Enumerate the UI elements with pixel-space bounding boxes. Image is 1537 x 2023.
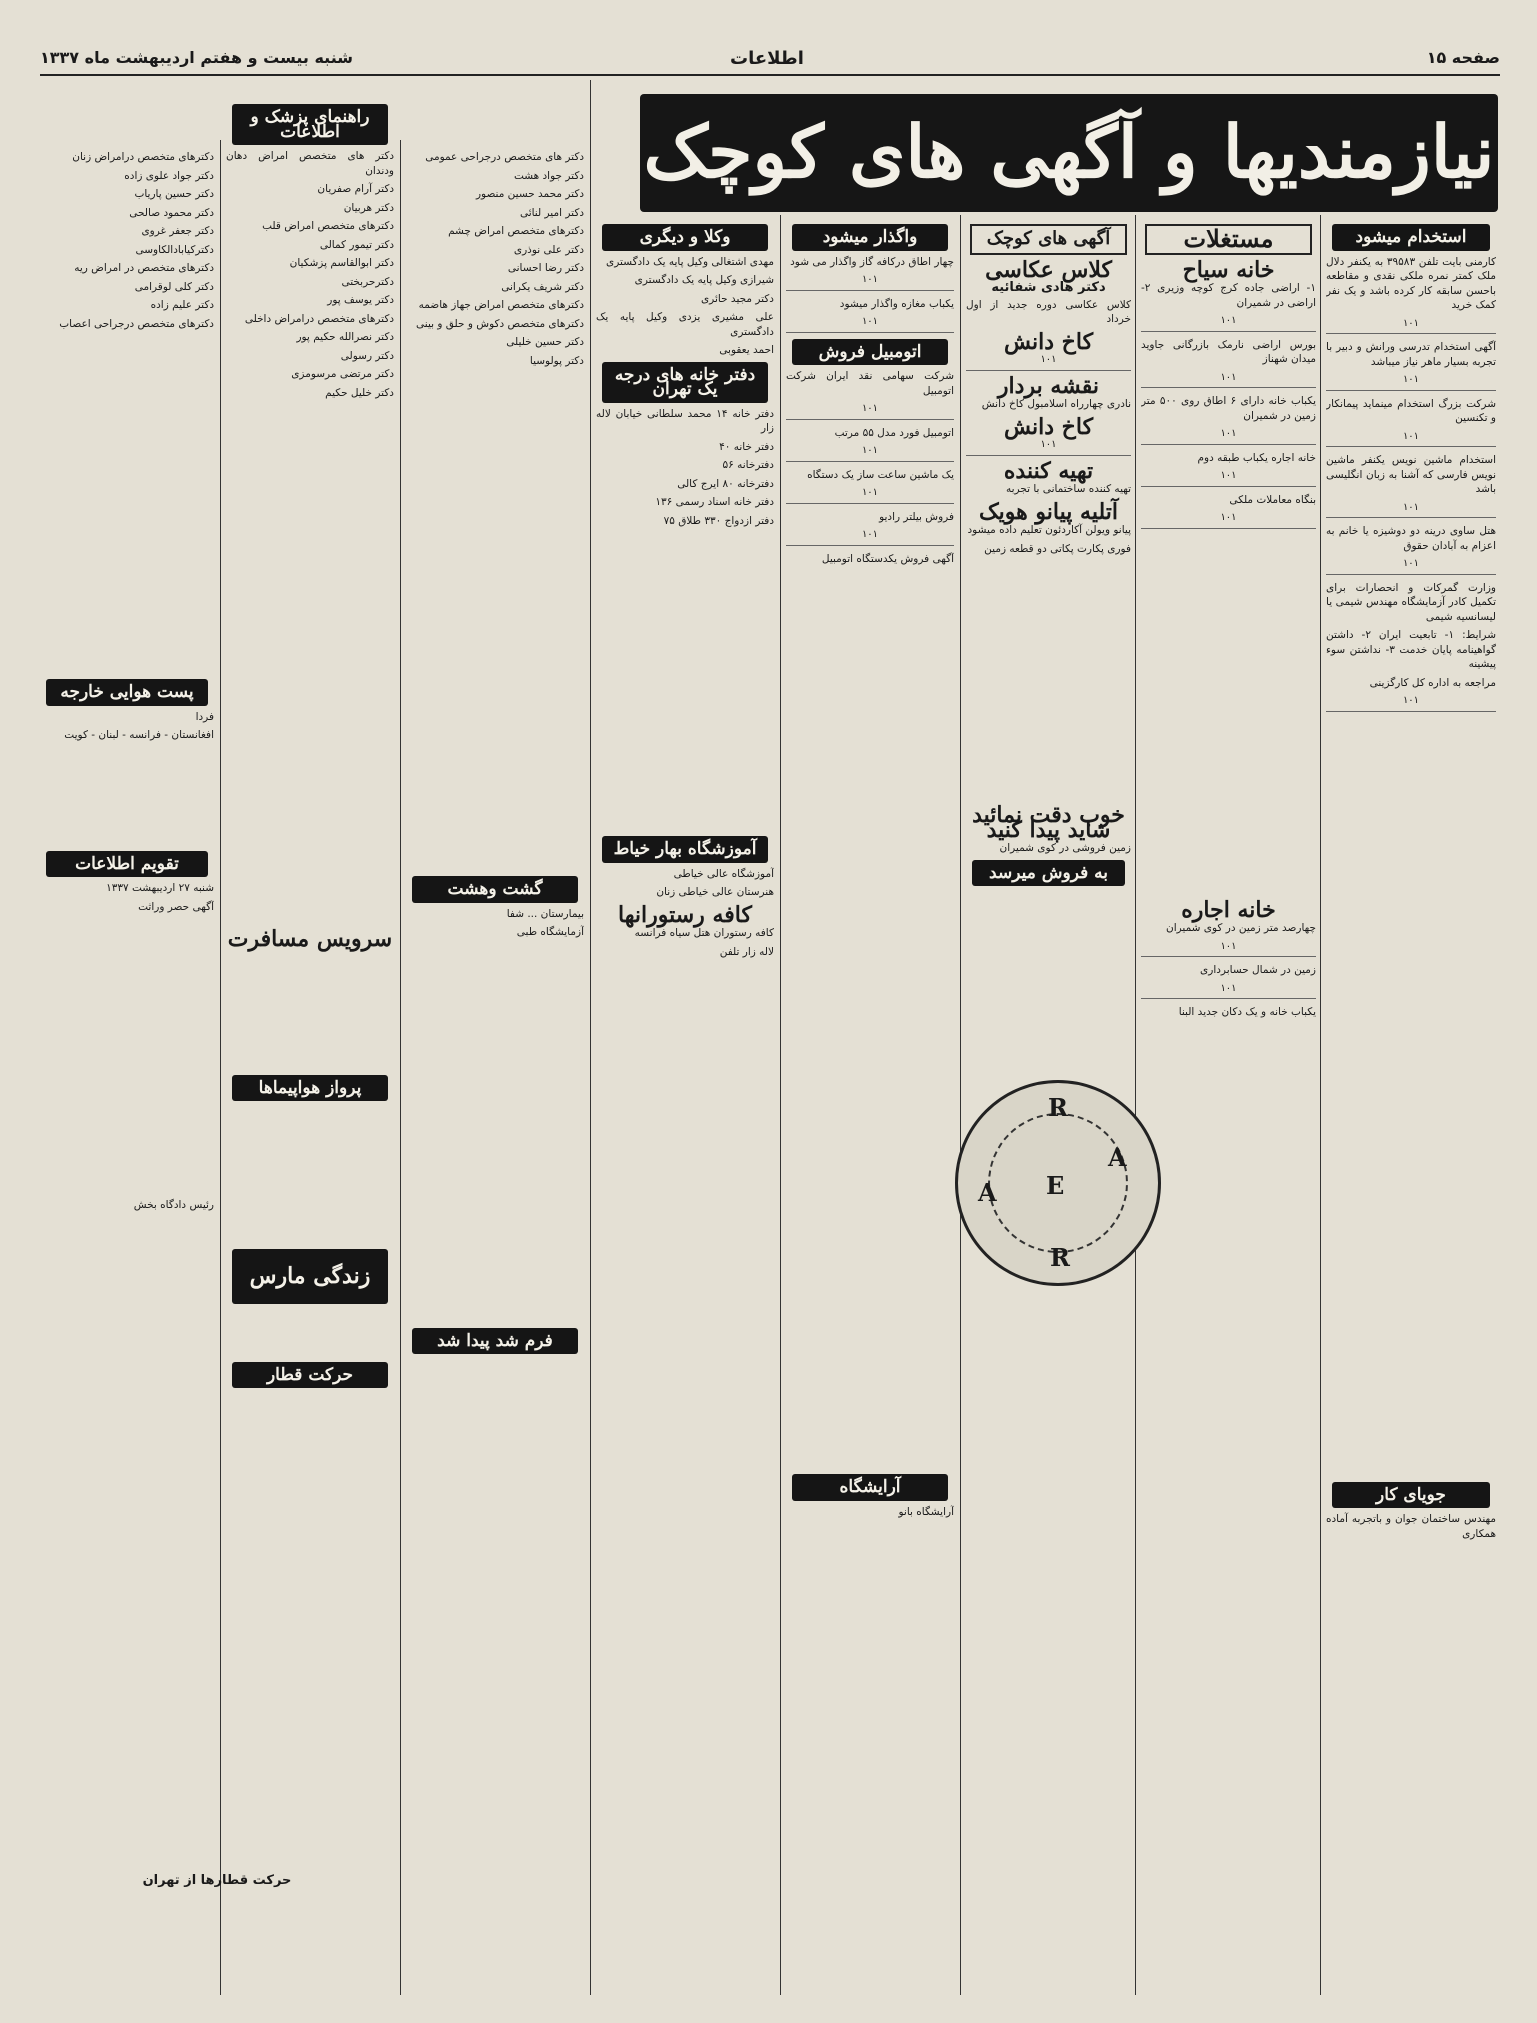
- dense-text-filler: [40, 335, 214, 675]
- classified-ad: آگهی استخدام تدرسی ورانش و دبیر با تجربه بسیار ماهر نیاز میباشد: [1326, 341, 1496, 368]
- classified-ad: دکتر محمود صالحی: [129, 206, 214, 219]
- section-heading-small-ads: آگهی های کوچک: [970, 224, 1127, 255]
- section-banner-foreign-air-mail: پست هوایی خارجه: [46, 679, 208, 706]
- classified-ad: یکباب خانه دارای ۶ اطاق روی ۵۰۰ متر زمین در شمیران: [1141, 395, 1316, 422]
- classified-ad: دکتر امیر لنائی: [519, 206, 584, 219]
- column-transfers-cars: [786, 220, 954, 1995]
- classified-ad: بیمارستان ... شفا: [506, 907, 584, 920]
- train-schedule-title: حرکت قطارها از تهران: [142, 1873, 292, 1888]
- ad-separator: ۱۰۱: [786, 273, 954, 291]
- classified-ad: دکتر رسولی: [340, 349, 394, 362]
- classified-ad: دکتر یوسف پور: [327, 294, 394, 306]
- classified-ad: آگهی فروش یکدستگاه اتومبیل: [821, 552, 954, 565]
- classified-ad: مهندس ساختمان جوان و باتجربه آماده همکاری: [1326, 1513, 1496, 1540]
- ad-title: کاخ دانش: [1003, 328, 1094, 355]
- issue-date: شنبه بیست و هفتم اردیبهشت ماه ۱۳۳۷: [40, 48, 353, 67]
- classified-ad: دکتر های متخصص درجراحی عمومی: [425, 151, 584, 163]
- ad-separator: ۱۰۱: [1141, 371, 1316, 389]
- dense-text-filler: [786, 570, 954, 1470]
- classified-ad: دکتر علیم زاده: [150, 299, 214, 311]
- classified-ad: استخدام ماشین نویس یکنفر ماشین نویس فارسی که آشنا به زبان انگلیسی باشد: [1326, 454, 1496, 495]
- classifieds-masthead: نیازمندیها و آگهی های کوچک: [640, 94, 1498, 212]
- column-real-estate: [1141, 220, 1316, 1995]
- classified-ad: دکتر محمد حسین منصور: [475, 188, 584, 200]
- classified-ad: دکتر آرام صفریان: [317, 183, 394, 195]
- ad-separator: ۱۰۱: [786, 444, 954, 462]
- classified-ad: شرکت سهامی نقد ایران شرکت اتومبیل: [786, 370, 954, 397]
- section-banner-job-seekers: جویای کار: [1332, 1482, 1490, 1509]
- ad-separator: ۱۰۱: [1141, 427, 1316, 445]
- classified-ad: چهارصد متر زمین در کوی شمیران: [1165, 922, 1316, 934]
- ad-separator: ۱۰۱: [786, 402, 954, 420]
- dense-text-filler: [226, 1105, 394, 1245]
- dense-text-filler: [226, 1308, 394, 1358]
- classified-ad: دفترخانه ۸۰ ایرج کالی: [677, 477, 774, 490]
- classified-ad: دکتر نصرالله حکیم پور: [296, 331, 394, 343]
- classified-ad: یکباب مغازه واگذار میشود: [839, 297, 954, 310]
- classified-ad: مهدی اشتغالی وکیل پایه یک دادگستری: [606, 255, 774, 268]
- ad-separator: ۱۰۱: [786, 528, 954, 546]
- classified-ad: کافه رستوران هتل سیاه فرانسه: [634, 927, 774, 939]
- section-banner-night-shift: گشت وهشت: [412, 876, 578, 903]
- classified-ad: دکتر علی نوذری: [513, 243, 584, 256]
- classified-ad: نادری چهارراه اسلامبول کاخ دانش: [981, 398, 1131, 410]
- ad-separator: ۱۰۱: [1326, 317, 1496, 335]
- classified-ad: دکتر هربیان: [343, 201, 394, 214]
- dense-text-filler: [1326, 718, 1496, 1478]
- ad-title: نقشه بردار: [997, 372, 1100, 399]
- dense-text-filler: [40, 747, 214, 847]
- circle-letter: E: [1046, 1171, 1065, 1200]
- circle-letter: A: [978, 1178, 997, 1207]
- column-doctors-2: [226, 100, 394, 1995]
- classified-ad: دکتر مجید حائری: [700, 292, 774, 305]
- classified-ad: فروش بیلتر رادیو: [879, 510, 954, 523]
- classified-ad: دکترهای متخصص دکوش و حلق و بینی: [416, 317, 584, 330]
- classified-ad: کلاس عکاسی دوره جدید از اول خرداد: [966, 298, 1131, 325]
- classified-ad: افغانستان - فرانسه - لبنان - کویت: [64, 729, 214, 741]
- classified-ad: خانه اجاره یکباب طبقه دوم: [1197, 451, 1316, 464]
- classified-ad: تهیه کننده ساختمانی با تجربه: [1005, 483, 1131, 495]
- column-divider: [960, 215, 961, 1995]
- classified-ad: دفترخانه ۵۶: [722, 459, 774, 471]
- classified-ad: دکتر جواد هشت: [513, 169, 584, 182]
- classified-ad: دکترهای متخصص در امراض ریه: [74, 262, 214, 274]
- classified-ad: دکترکیابادالکاوسی: [135, 243, 214, 256]
- circle-spacer: [966, 560, 1131, 800]
- classified-ad: دکتر خلیل حکیم: [325, 386, 394, 399]
- classified-ad: یک ماشین ساعت ساز یک دستگاه: [807, 468, 954, 481]
- ad-title: کاخ دانش: [1003, 413, 1094, 440]
- classified-ad: دفتر خانه ۱۴ محمد سلطانی خیابان لاله زار: [596, 407, 774, 434]
- newspaper-name: اطلاعات: [730, 48, 804, 69]
- classified-ad: هنرستان عالی خیاطی زنان: [656, 886, 774, 898]
- dense-text-filler: [1141, 535, 1316, 895]
- ad-separator: ۱۰۱: [966, 438, 1131, 456]
- classified-ad: وزارت گمرکات و انحصارات برای تکمیل کادر آزمایشگاه مهندس شیمی یا لیسانسیه شیمی: [1326, 581, 1496, 623]
- dense-text-filler: [40, 918, 214, 1198]
- dense-text-filler: [226, 404, 394, 924]
- classified-ad: هتل ساوی درینه دو دوشیزه یا خانم به اعزام به آبادان حقوق: [1326, 525, 1496, 552]
- ad-title: خانه اجاره: [1181, 896, 1276, 923]
- puzzle-circle-graphic: [955, 1080, 1161, 1286]
- circle-letter: A: [1108, 1143, 1127, 1172]
- column-divider: [1135, 215, 1136, 1995]
- section-heading-restaurants: کافه رستورانها: [618, 901, 752, 928]
- ad-title: کلاس عکاسی: [985, 256, 1112, 283]
- classified-ad: مراجعه به اداره کل کارگزینی: [1369, 676, 1496, 689]
- section-banner-employment: استخدام میشود: [1332, 224, 1490, 251]
- classified-ad: یکباب خانه و یک دکان جدید البنا: [1178, 1006, 1316, 1018]
- classified-ad: زمین فروشی در کوی شمیران: [999, 842, 1131, 854]
- ad-separator: ۱۰۱: [1141, 940, 1316, 958]
- classified-ad: آگهی حصر وراثت: [138, 900, 214, 913]
- section-banner-train-departures: حرکت قطار: [232, 1362, 388, 1389]
- section-banner-calendar: تقویم اطلاعات: [46, 851, 208, 878]
- classified-ad: چهار اطاق درکافه گاز واگذار می شود: [790, 255, 954, 268]
- classified-ad: دکتر مرتضی مرسومزی: [291, 368, 394, 380]
- column-doctors-1: [406, 150, 584, 1995]
- ad-subtitle: دکتر هادی شفائیه: [991, 280, 1106, 295]
- classified-ad: دفتر خانه اسناد رسمی ۱۳۶: [655, 496, 774, 508]
- classified-ad: دکترهای متخصص امراض چشم: [448, 225, 584, 237]
- section-banner-lawyers: وکلا و دیگری: [602, 224, 768, 251]
- classified-ad: دکتر های متخصص امراض دهان ودندان: [226, 150, 394, 177]
- classified-ad: بنگاه معاملات ملکی: [1229, 493, 1316, 506]
- classified-ad: بورس اراضی نارمک بازرگانی جاوید میدان شهناز: [1141, 338, 1316, 365]
- classified-ad: دکترهای متخصص امراض جهاز هاضمه: [418, 299, 584, 311]
- classified-ad: رئیس دادگاه بخش: [133, 1199, 214, 1211]
- column-divider: [1320, 215, 1321, 1995]
- ad-title: تهیه کننده: [1003, 457, 1094, 484]
- classified-ad: دکترهای متخصص درامراض زنان: [72, 151, 214, 163]
- ad-separator: ۱۰۱: [1141, 982, 1316, 1000]
- ad-separator: ۱۰۱: [1326, 694, 1496, 712]
- column-employment: [1326, 220, 1496, 1995]
- circle-letter: R: [1048, 1093, 1068, 1122]
- classified-ad: آرایشگاه بانو: [898, 1505, 954, 1518]
- ad-separator: ۱۰۱: [966, 353, 1131, 371]
- ad-title: خانه سیاح: [1182, 256, 1275, 283]
- classified-ad: شیرازی وکیل پایه یک دادگستری: [634, 274, 774, 286]
- ad-separator: ۱۰۱: [1326, 501, 1496, 519]
- section-banner-car-sales: اتومبیل فروش: [792, 339, 948, 366]
- dense-text-filler: [406, 372, 584, 872]
- column-divider: [400, 140, 401, 1995]
- circle-letter: R: [1050, 1243, 1070, 1272]
- classified-ad: دکترهای متخصص امراض قلب: [262, 220, 394, 232]
- ad-separator: ۱۰۱: [1326, 373, 1496, 391]
- dense-text-filler: [406, 944, 584, 1324]
- section-banner-lost-found: فرم شد پیدا شد: [412, 1328, 578, 1355]
- classified-ad: علی مشیری یزدی وکیل پایه یک دادگستری: [596, 311, 774, 338]
- dense-text-filler: [226, 951, 394, 1071]
- classified-ad: دکترحربختی: [341, 275, 394, 288]
- section-banner-doctors-guide: راهنمای پزشک و اطلاعات: [232, 104, 388, 145]
- section-banner-flights: پرواز هواپیماها: [232, 1075, 388, 1102]
- ad-title: آتلیه پیانو هویک: [978, 498, 1118, 525]
- classified-ad: دکتر جعفر غروی: [141, 225, 214, 237]
- classified-ad: دکتر شریف یکرانی: [501, 280, 584, 293]
- column-doctors-3: [40, 150, 214, 1995]
- ad-separator: ۱۰۱: [1326, 430, 1496, 448]
- classified-ad: شنبه ۲۷ اردیبهشت ۱۳۳۷: [106, 882, 214, 894]
- classified-ad: شرکت بزرگ استخدام مینماید پیمانکار و تکنسین: [1326, 397, 1496, 424]
- classified-ad: دکتر پولوسیا: [529, 354, 584, 367]
- classified-ad: دکتر ابوالقاسم پزشکیان: [289, 257, 394, 269]
- classified-ad: شرایط: ۱- تابعیت ایران ۲- داشتن گواهینامه پایان خدمت ۳- نداشتن سوء پیشینه: [1326, 629, 1496, 670]
- classified-ad: ۱- اراضی جاده کرج کوچه وزیری ۲- اراضی در شمیران: [1141, 282, 1316, 309]
- dense-text-filler: [596, 532, 774, 832]
- classified-ad: اتومبیل فورد مدل ۵۵ مرتب: [834, 426, 954, 439]
- classified-ad: دکترهای متخصص درجراحی اعصاب: [59, 317, 214, 330]
- column-divider: [780, 215, 781, 1995]
- column-divider: [220, 140, 221, 1995]
- ad-separator: ۱۰۱: [1141, 511, 1316, 529]
- classified-ad: دکترهای متخصص درامراض داخلی: [244, 312, 394, 325]
- ad-banner-mars-life: زندگی مارس: [232, 1249, 388, 1304]
- classified-ad: دفتر ازدواج ۳۳۰ طلاق ۷۵: [663, 514, 774, 527]
- ad-separator: ۱۰۱: [786, 315, 954, 333]
- page-header: [40, 44, 1500, 76]
- classified-ad: احمد یعقوبی: [719, 344, 774, 356]
- section-heading-real-estate: مستغلات: [1145, 224, 1312, 255]
- train-schedule: [40, 1870, 394, 1995]
- classified-ad: کارمنی بایت تلفن ۳۹۵۸۳ به یکنفر دلال ملک کمتر نمره ملکی نقدی و مقاطعه باحسن سابقه کار کرده باشد و یک نفر کمک خرید: [1326, 255, 1496, 311]
- classified-ad: زمین در شمال حسابرداری: [1200, 964, 1316, 976]
- section-banner-notaries: دفتر خانه های درجه یک تهران: [602, 362, 768, 403]
- classified-ad: دفتر خانه ۴۰: [719, 440, 774, 453]
- section-heading-travel: سرویس مسافرت: [227, 926, 393, 952]
- column-lawyers-notaries: [596, 220, 774, 1995]
- ad-separator: ۱۰۱: [1141, 469, 1316, 487]
- ad-separator: ۱۰۱: [1141, 314, 1316, 332]
- page-number: صفحه ۱۵: [1426, 48, 1500, 67]
- classified-ad: آموزشگاه عالی خیاطی: [673, 867, 774, 880]
- classified-ad: دکتر حسین خلیلی: [506, 336, 584, 348]
- section-banner-tailoring-school: آموزشگاه بهار خیاط: [602, 836, 768, 863]
- classified-ad: فوری پکارت پکاتی دو قطعه زمین: [984, 542, 1131, 555]
- classified-ad: پیانو ویولن آکاردئون تعلیم داده میشود: [967, 524, 1131, 536]
- classified-ad: دکتر رضا احسانی: [507, 262, 584, 274]
- classified-ad: دکتر تیمور کمالی: [319, 238, 394, 251]
- section-banner-for-sale: به فروش میرسد: [972, 860, 1125, 887]
- classified-ad: دکتر جواد علوی زاده: [124, 169, 214, 182]
- classified-ad: دکتر حسین پاریاب: [134, 188, 214, 200]
- ad-separator: ۱۰۱: [1326, 557, 1496, 575]
- ad-separator: ۱۰۱: [786, 486, 954, 504]
- section-banner-for-transfer: واگذار میشود: [792, 224, 948, 251]
- classified-ad: آزمایشگاه طبی: [516, 926, 584, 938]
- classified-ad: لاله زار تلفن: [719, 945, 774, 958]
- section-banner-salons: آرایشگاه: [792, 1474, 948, 1501]
- classified-ad: فردا: [195, 710, 214, 723]
- column-divider: [590, 80, 591, 1995]
- ad-title-look-carefully: خوب دقت نمائید شاید پیدا کنید: [972, 802, 1125, 843]
- classified-ad: دکتر کلی لوقرامی: [134, 280, 214, 293]
